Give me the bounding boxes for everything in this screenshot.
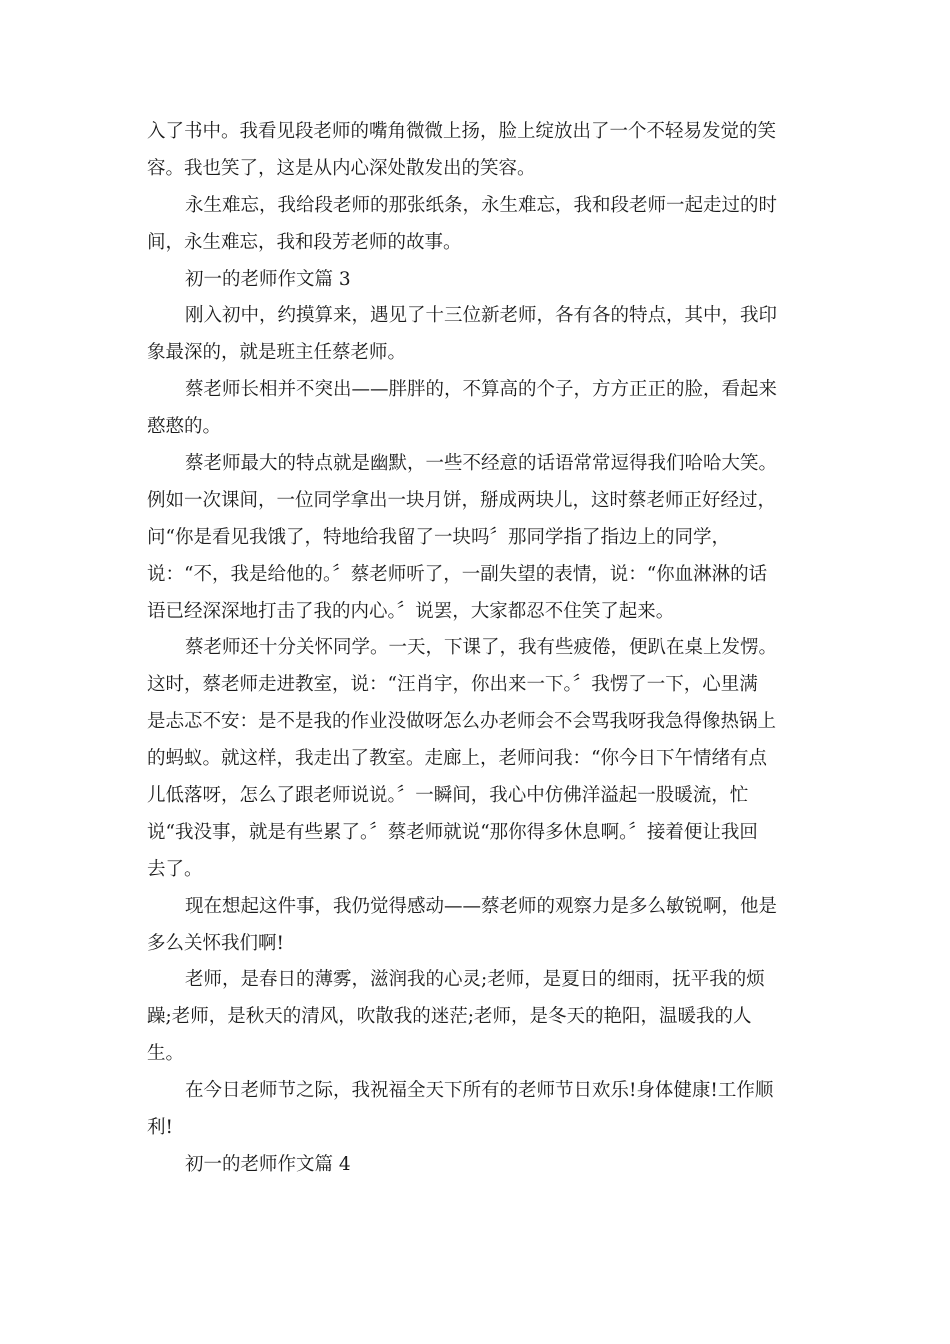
text-line: 刚入初中，约摸算来，遇见了十三位新老师，各有各的特点，其中，我印: [185, 305, 778, 327]
text-line: 说：“不，我是给他的。〞蔡老师听了，一副失望的表情，说：“你血淋淋的话: [147, 563, 768, 585]
text-line: 去了。: [147, 858, 203, 880]
text-line: 问“你是看见我饿了，特地给我留了一块吗〞那同学指了指边上的同学，: [147, 526, 730, 548]
section-heading: 初一的老师作文篇 4: [185, 1153, 351, 1175]
text-line: 入了书中。我看见段老师的嘴角微微上扬，脸上绽放出了一个不轻易发觉的笑: [147, 121, 777, 142]
document-body: [147, 114, 802, 1184]
text-line: 蔡老师最大的特点就是幽默，一些不经意的话语常常逗得我们哈哈大笑。: [185, 453, 778, 475]
text-line: 容。我也笑了，这是从内心深处散发出的笑容。: [147, 157, 536, 179]
text-line: 现在想起这件事，我仍觉得感动——蔡老师的观察力是多么敏锐啊，他是: [185, 895, 778, 917]
text-line: 间，永生难忘，我和段芳老师的故事。: [147, 231, 462, 253]
text-line: 说“我没事，就是有些累了。〞蔡老师就说“那你得多休息啊。〞接着便让我回: [147, 821, 758, 843]
section-heading: 初一的老师作文篇 3: [185, 268, 351, 290]
text-line: 语已经深深地打击了我的内心。〞说罢，大家都忍不住笑了起来。: [147, 600, 675, 622]
text-line: 的蚂蚁。就这样，我走出了教室。走廊上，老师问我：“你今日下午情绪有点: [147, 748, 767, 770]
text-line: 这时，蔡老师走进教室，说：“汪肖宇，你出来一下。〞我愣了一下，心里满: [147, 674, 758, 696]
text-line: 例如一次课间，一位同学拿出一块月饼，掰成两块儿，这时蔡老师正好经过，: [147, 489, 777, 511]
text-line: 躁;老师，是秋天的清风，吹散我的迷茫;老师，是冬天的艳阳，温暖我的人: [147, 1006, 752, 1028]
text-line: 老师，是春日的薄雾，滋润我的心灵;老师，是夏日的细雨，抚平我的烦: [185, 969, 765, 991]
text-line: 蔡老师长相并不突出——胖胖的，不算高的个子，方方正正的脸，看起来: [185, 379, 778, 401]
text-line: 多么关怀我们啊!: [147, 932, 284, 954]
text-line: 象最深的，就是班主任蔡老师。: [147, 342, 407, 364]
text-line: 儿低落呀，怎么了跟老师说说。〞一瞬间，我心中仿佛洋溢起一股暖流，忙: [147, 785, 749, 807]
text-line: 蔡老师还十分关怀同学。一天，下课了，我有些疲倦，便趴在桌上发愣。: [185, 637, 778, 659]
text-line: 生。: [147, 1043, 185, 1065]
text-line: 利!: [147, 1117, 173, 1139]
text-line: 憨憨的。: [147, 416, 222, 438]
text-line: 是忐忑不安：是不是我的作业没做呀怎么办老师会不会骂我呀我急得像热锅上: [147, 711, 777, 733]
text-line: 在今日老师节之际，我祝福全天下所有的老师节日欢乐!身体健康!工作顺: [185, 1080, 774, 1102]
text-line: 永生难忘，我给段老师的那张纸条，永生难忘，我和段老师一起走过的时: [185, 194, 778, 216]
